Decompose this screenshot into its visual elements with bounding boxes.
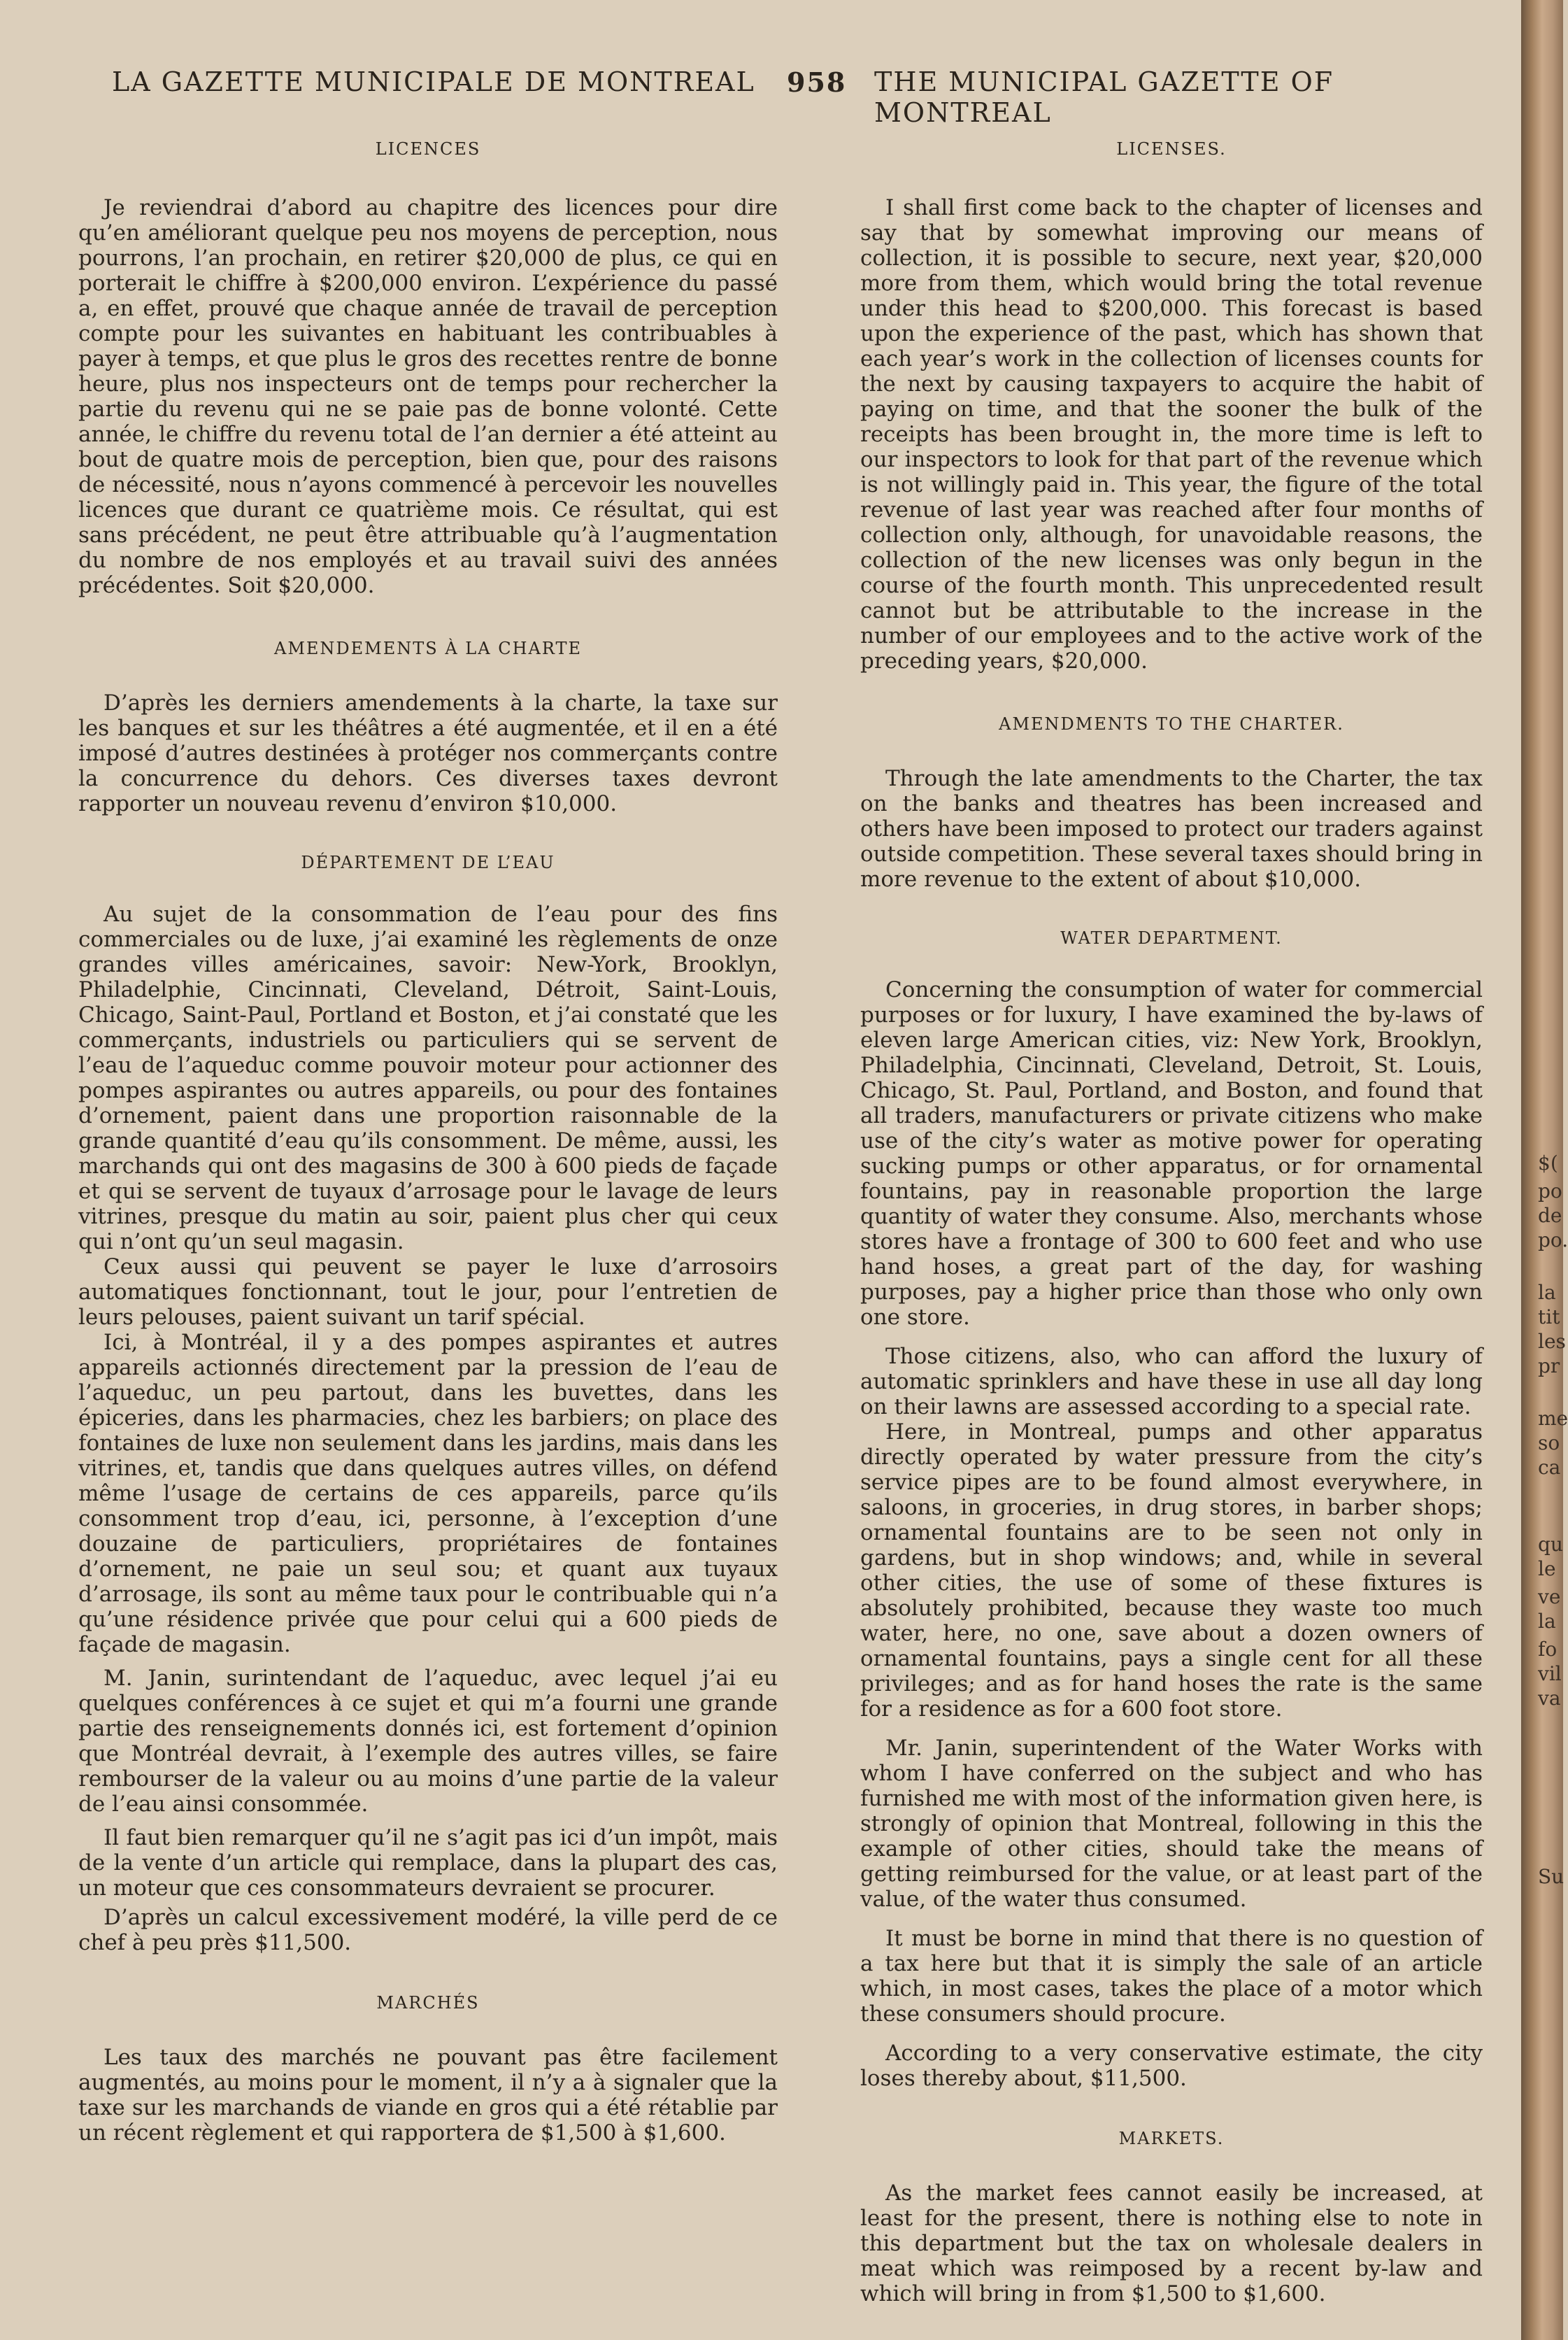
french-column xyxy=(78,136,778,2146)
english-heading-markets: MARKETS. xyxy=(1118,2129,1225,2148)
edge-fragment: vil xyxy=(1538,1662,1562,1685)
french-paragraph: Il faut bien remarquer qu’il ne s’agit pas ici d’un impôt, mais de la vente d’un article qui remplace, dans la plupart des cas, un moteur que ces consommateurs devraient se procurer. xyxy=(78,1825,778,1901)
english-paragraph: Here, in Montreal, pumps and other apparatus directly operated by water pressure from the city’s service pipes are to be found almost everywhere, in saloons, in groceries, in drug stores, in barber shops; ornamental fountains are to be seen not only in gardens, but in shop windows; and, while in several other cities, the use of some of these fixtures is absolutely prohibited, because they waste too much water, here, no one, save about a dozen owners of ornamental fountains, pays a single cent for all these privileges; and as for hand hoses the rate is the same for a residence as for a 600 foot store. xyxy=(860,1419,1483,1722)
edge-fragment: de xyxy=(1538,1204,1562,1227)
edge-fragment: ca xyxy=(1538,1456,1561,1479)
english-paragraph: According to a very conservative estimate, the city loses thereby about, $11,500. xyxy=(860,2041,1483,2091)
edge-fragment: ve xyxy=(1538,1585,1561,1608)
french-heading-marches: MARCHÉS xyxy=(376,1993,480,2013)
edge-fragment: Su xyxy=(1538,1865,1565,1888)
english-paragraph: Through the late amendments to the Charter, the tax on the banks and theatres has been increased and others have been imposed to protect our traders against outside competition. These several taxes should bring in more revenue to the extent of about $10,000. xyxy=(860,766,1483,892)
french-paragraph: Ceux aussi qui peuvent se payer le luxe d’arrosoirs automatiques fonctionnant, tout le jour, pour l’entretien de leurs pelouses, paient suivant un tarif spécial. xyxy=(78,1254,778,1330)
edge-fragment: me xyxy=(1538,1407,1568,1430)
edge-fragment: po xyxy=(1538,1179,1562,1203)
facing-page-edge xyxy=(1521,0,1568,2340)
edge-fragment: la xyxy=(1538,1610,1556,1633)
edge-fragment: tit xyxy=(1538,1305,1560,1328)
english-paragraph: Concerning the consumption of water for commercial purposes or for luxury, I have examined the by-laws of eleven large American cities, viz: New York, Brooklyn, Philadelphia, Cincinnati, Cleveland, Detroit, St. Louis, Chicago, St. Paul, Portland, and Boston, and found that all traders, manufacturers or private citizens who make use of the city’s water as motive power for operating sucking pumps or other apparatus, or for ornamental fountains, pay in reasonable proportion the large quantity of water they consume. Also, merchants whose stores have a frontage of 300 to 600 feet and who use hand hoses, a great part of the day, for washing purposes, pay a higher price than those who only own one store. xyxy=(860,977,1483,1330)
english-paragraph: Mr. Janin, superintendent of the Water Works with whom I have conferred on the subject and who has furnished me with most of the information given here, is strongly of opinion that Montreal, following in this the example of other cities, should take the means of getting reimbursed for the value, or at least part of the value, of the water thus consumed. xyxy=(860,1736,1483,1912)
french-heading-licences: LICENCES xyxy=(375,139,481,159)
french-paragraph: D’après les derniers amendements à la charte, la taxe sur les banques et sur les théâtres a été augmentée, et il en a été imposé d’autres destinées à protéger nos commerçants contre la concurrence du dehors. Ces diverses taxes devront rapporter un nouveau revenu d’environ $10,000. xyxy=(78,690,778,816)
english-heading-water: WATER DEPARTMENT. xyxy=(1060,928,1283,948)
english-paragraph: Those citizens, also, who can afford the luxury of automatic sprinklers and have these in use all day long on their lawns are assessed according to a special rate. xyxy=(860,1344,1483,1419)
edge-fragment: po. xyxy=(1538,1228,1568,1251)
french-heading-eau: DÉPARTEMENT DE L’EAU xyxy=(301,853,555,872)
english-paragraph: I shall first come back to the chapter of licenses and say that by somewhat improving our means of collection, it is possible to secure, next year, $20,000 more from them, which would bring the total revenue under this head to $200,000. This forecast is based upon the experience of the past, which has shown that each year’s work in the collection of licenses counts for the next by causing taxpayers to acquire the habit of paying on time, and that the sooner the bulk of the receipts has been brought in, the more time is left to our inspectors to look for that part of the revenue which is not willingly paid in. This year, the figure of the total revenue of last year was reached after four months of collection only, although, for unavoidable reasons, the collection of the new licenses was only begun in the course of the fourth month. This unprecedented result cannot but be attributable to the increase in the number of our employees and to the active work of the preceding years, $20,000. xyxy=(860,195,1483,674)
french-paragraph: Je reviendrai d’abord au chapitre des licences pour dire qu’en améliorant quelque peu nos moyens de perception, nous pourrons, l’an prochain, en retirer $20,000 de plus, ce qui en porterait le chiffre à $200,000 environ. L’expérience du passé a, en effet, prouvé que chaque année de travail de perception compte pour les suivantes en habituant les contribuables à payer à temps, et que plus le gros des recettes rentre de bonne heure, plus nos inspecteurs ont de temps pour rechercher la partie du revenu qui ne se paie pas de bonne volonté. Cette année, le chiffre du revenu total de l’an dernier a été atteint au bout de quatre mois de perception, bien que, pour des raisons de nécessité, nous n’ayons commencé à percevoir les nouvelles licences que durant ce quatrième mois. Ce résultat, qui est sans précédent, ne peut être attribuable qu’à l’augmentation du nombre de nos employés et au travail suivi des années précédentes. Soit $20,000. xyxy=(78,195,778,598)
running-header xyxy=(112,66,1455,128)
edge-fragment: fo xyxy=(1538,1638,1558,1661)
edge-fragment: le xyxy=(1538,1557,1556,1580)
edge-fragment: pr xyxy=(1538,1354,1560,1377)
header-english-title: THE MUNICIPAL GAZETTE OF MONTREAL xyxy=(874,66,1334,128)
edge-fragment: so xyxy=(1538,1431,1560,1454)
french-paragraph: Ici, à Montréal, il y a des pompes aspirantes et autres appareils actionnés directement par la pression de l’eau de l’aqueduc, un peu partout, dans les buvettes, dans les épiceries, dans les pharmacies, chez les barbiers; on place des fontaines de luxe non seulement dans les jardins, mais dans les vitrines, et, tandis que dans quelques autres villes, on défend même l’usage de certains de ces appareils, parce qu’ils consomment trop d’eau, ici, personne, à l’exception d’une douzaine de particuliers, propriétaires de fontaines d’ornement, ne paie un seul sou; et quant aux tuyaux d’arrosage, ils sont au même taux pour le contribuable qui n’a qu’une résidence privée que pour celui qui a 600 pieds de façade de magasin. xyxy=(78,1330,778,1657)
french-paragraph: Les taux des marchés ne pouvant pas être facilement augmentés, au moins pour le moment, il n’y a à signaler que la taxe sur les marchands de viande en gros qui a été rétablie par un récent règlement et qui rapportera de $1,500 à $1,600. xyxy=(78,2045,778,2146)
edge-fragment: $( xyxy=(1538,1151,1558,1175)
page-number: 958 xyxy=(787,66,847,98)
french-heading-amendements: AMENDEMENTS À LA CHARTE xyxy=(273,639,583,658)
edge-fragment: va xyxy=(1538,1687,1561,1710)
english-paragraph: It must be borne in mind that there is no question of a tax here but that it is simply the sale of an article which, in most cases, takes the place of a motor which these consumers should procure. xyxy=(860,1926,1483,2027)
french-paragraph: D’après un calcul excessivement modéré, la ville perd de ce chef à peu près $11,500. xyxy=(78,1905,778,1955)
english-paragraph: As the market fees cannot easily be increased, at least for the present, there is nothing else to note in this department but the tax on wholesale dealers in meat which was reimposed by a recent by-law and which will bring in from $1,500 to $1,600. xyxy=(860,2181,1483,2306)
edge-fragment: la xyxy=(1538,1281,1556,1304)
english-column xyxy=(860,136,1483,2306)
header-french-title: LA GAZETTE MUNICIPALE DE MONTREAL xyxy=(112,66,755,97)
english-heading-amendments: AMENDMENTS TO THE CHARTER. xyxy=(999,714,1344,734)
english-heading-licenses: LICENSES. xyxy=(1116,139,1227,159)
edge-fragment: qu xyxy=(1538,1533,1563,1556)
french-paragraph: M. Janin, surintendant de l’aqueduc, avec lequel j’ai eu quelques conférences à ce sujet et qui m’a fourni une grande partie des renseignements donnés ici, est fortement d’opinion que Montréal devrait, à l’exemple des autres villes, se faire rembourser de la valeur ou au moins d’une partie de la valeur de l’eau ainsi consommée. xyxy=(78,1666,778,1817)
french-paragraph: Au sujet de la consommation de l’eau pour des fins commerciales ou de luxe, j’ai examiné les règlements de onze grandes villes américaines, savoir: New-York, Brooklyn, Philadelphie, Cincinnati, Cleveland, Détroit, Saint-Louis, Chicago, Saint-Paul, Portland et Boston, et j’ai constaté que les commerçants, industriels ou particuliers qui se servent de l’eau de l’aqueduc comme pouvoir moteur pour actionner des pompes aspirantes ou autres appareils, ou pour des fontaines d’ornement, paient dans une proportion raisonnable de la grande quantité d’eau qu’ils consomment. De même, aussi, les marchands qui ont des magasins de 300 à 600 pieds de façade et qui se servent de tuyaux d’arrosage pour le lavage de leurs vitrines, presque du matin au soir, paient plus cher qui ceux qui n’ont qu’un seul magasin. xyxy=(78,902,778,1254)
edge-fragment: les xyxy=(1538,1330,1566,1353)
